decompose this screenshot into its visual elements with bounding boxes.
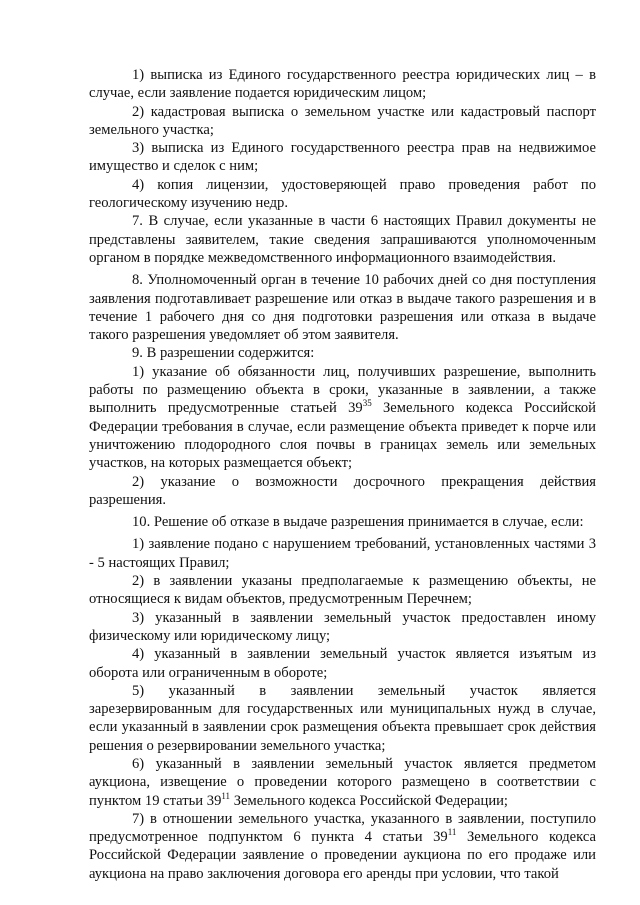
paragraph-cadastral-extract: 2) кадастровая выписка о земельном участке или кадастровый паспорт земельного участка; bbox=[89, 103, 596, 138]
paragraph-license-copy: 4) копия лицензии, удостоверяющей право проведения работ по геологическому изучению недр. bbox=[89, 176, 596, 212]
text-run: Земельного кодекса Российской Федерации; bbox=[230, 792, 508, 809]
paragraph-refusal-reason-7 bbox=[89, 810, 596, 883]
paragraph-real-estate-rights-extract: 3) выписка из Единого государственного реестра прав на недвижимое имущество и сделок с ним; bbox=[89, 140, 596, 175]
paragraph-refusal-reason-1: 1) заявление подано с нарушением требований, установленных частями 3 - 5 настоящих Правил; bbox=[89, 536, 596, 571]
superscript: 11 bbox=[447, 827, 457, 838]
paragraph-refusal-reason-3: 3) указанный в заявлении земельный участок предоставлен иному физическому или юридическому лицу; bbox=[89, 609, 596, 644]
text-run: 6) указанный в заявлении земельный участок является предметом аукциона, извещение о проведении которого размещено в соответствии с пунктом 19 статьи 39 bbox=[89, 755, 596, 809]
paragraph-clause-10: 10. Решение об отказе в выдаче разрешения принимается в случае, если: bbox=[132, 514, 584, 531]
paragraph-refusal-reason-2: 2) в заявлении указаны предполагаемые к размещению объекты, не относящиеся к видам объектов, предусмотренным Перечнем; bbox=[89, 573, 596, 608]
paragraph-extract-legal-entities: 1) выписка из Единого государственного реестра юридических лиц – в случае, если заявление подается юридическим лицом; bbox=[89, 67, 596, 102]
paragraph-clause-9: 9. В разрешении содержится: bbox=[132, 345, 315, 362]
text-run: Земельного кодекса Российской Федерации требования в случае, если размещение объекта приведет к порче или уничтожению плодородного слоя почвы в границах земель или земельных участков, на которых размещается объект; bbox=[89, 400, 596, 472]
paragraph-refusal-reason-5: 5) указанный в заявлении земельный участок является зарезервированным для государственных или муниципальных нужд в случае, если указанный в заявлении срок размещения объекта превышает срок действия решения о резервировании земельного участка; bbox=[89, 682, 596, 754]
paragraph-clause-8: 8. Уполномоченный орган в течение 10 рабочих дней со дня поступления заявления подготавливает разрешение или отказ в выдаче такого разрешения и в течение 1 рабочего дня со дня подготовки разрешения или отказа в выдаче такого разрешения уведомляет об этом заявителя. bbox=[89, 272, 596, 344]
superscript: 35 bbox=[362, 398, 372, 409]
paragraph-early-termination: 2) указание о возможности досрочного прекращения действия разрешения. bbox=[89, 473, 596, 508]
paragraph-refusal-reason-4: 4) указанный в заявлении земельный участок является изъятым из оборота или ограниченным в обороте; bbox=[89, 646, 596, 681]
text-run: 1) указание об обязанности лиц, получивших разрешение, выполнить работы по размещению объекта в сроки, указанные в заявлении, а также выполнить предусмотренные статьей 39 bbox=[89, 363, 596, 417]
paragraph-clause-7: 7. В случае, если указанные в части 6 настоящих Правил документы не представлены заявителем, такие сведения запрашиваются уполномоченным органом в порядке межведомственного информационного взаимодействия. bbox=[89, 213, 596, 266]
paragraph-permit-obligations bbox=[89, 363, 596, 473]
text-run: Земельного кодекса Российской Федерации заявление о проведении аукциона по его продаже или аукциона на право заключения договора его аренды при условии, что такой bbox=[89, 829, 596, 882]
text-run: 7) в отношении земельного участка, указанного в заявлении, поступило предусмотренное подпунктом 6 пункта 4 статьи 39 bbox=[89, 810, 596, 846]
superscript: 11 bbox=[221, 790, 231, 801]
paragraph-refusal-reason-6 bbox=[89, 755, 596, 810]
